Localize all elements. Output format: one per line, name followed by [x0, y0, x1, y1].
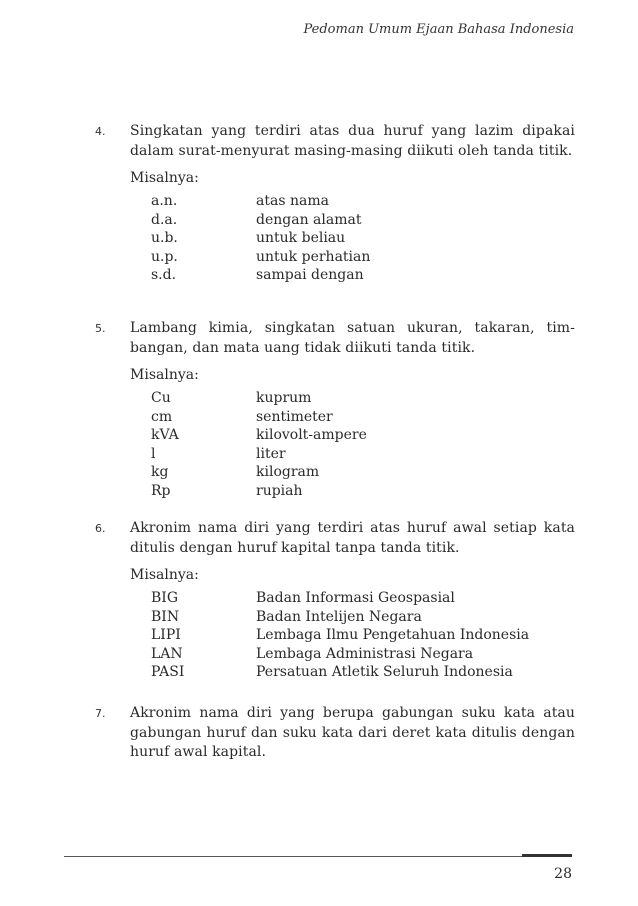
abbr: kg [151, 464, 169, 481]
meaning: atas nama [256, 193, 329, 209]
list-item-7 [95, 704, 575, 763]
example-label: Misalnya: [130, 567, 199, 583]
list-item-5 [95, 319, 575, 501]
example-row [151, 626, 575, 645]
footer-rule [64, 856, 572, 857]
abbr: BIG [151, 590, 179, 606]
example-row [151, 463, 575, 482]
abbr: PASI [151, 664, 185, 681]
example-row [151, 663, 575, 682]
example-table [151, 389, 575, 501]
list-item-6 [95, 519, 575, 682]
example-row [151, 408, 575, 427]
example-row [151, 248, 575, 267]
abbr: s.d. [151, 267, 177, 284]
meaning: sentimeter [256, 408, 333, 425]
abbr: a.n. [151, 193, 178, 209]
meaning: kilovolt-ampere [256, 427, 367, 444]
item-number: 6. [95, 522, 106, 535]
meaning: dengan alamat [256, 211, 362, 228]
example-row [151, 192, 575, 211]
meaning: kilogram [256, 464, 320, 481]
meaning: Badan Intelijen Negara [256, 608, 422, 625]
example-table [151, 589, 575, 682]
abbr: kVA [151, 427, 179, 444]
meaning: Lembaga Ilmu Pengetahuan Indonesia [256, 627, 530, 644]
abbr: d.a. [151, 211, 178, 228]
footer-rule-accent [522, 854, 572, 857]
item-number: 5. [95, 322, 106, 335]
item-number: 4. [95, 125, 106, 138]
meaning: Badan Informasi Geospasial [256, 590, 455, 606]
example-row [151, 645, 575, 664]
item-text: Singkatan yang terdiri atas dua huruf yang lazim dipakai dalam surat-menyurat masing-masing diikuti oleh tanda titik. [130, 123, 575, 159]
example-row [151, 445, 575, 464]
abbr: LIPI [151, 627, 181, 644]
list-item-4 [95, 122, 575, 285]
meaning: untuk perhatian [256, 248, 371, 265]
meaning: Lembaga Administrasi Negara [256, 645, 474, 662]
abbr: u.p. [151, 248, 178, 265]
example-row [151, 266, 575, 285]
meaning: Persatuan Atletik Seluruh Indonesia [256, 664, 513, 681]
abbr: cm [151, 408, 173, 425]
meaning: untuk beliau [256, 230, 346, 247]
page-number: 28 [554, 866, 572, 882]
example-row [151, 211, 575, 230]
abbr: l [151, 445, 156, 462]
abbr: LAN [151, 645, 183, 662]
item-text: Akronim nama diri yang berupa gabungan suku kata atau gabungan huruf dan suku kata dari deret kata ditulis dengan huruf awal kapital. [130, 705, 575, 760]
example-row [151, 608, 575, 627]
example-row [151, 229, 575, 248]
example-row [151, 426, 575, 445]
abbr: Rp [151, 482, 171, 499]
example-table [151, 192, 575, 285]
example-label: Misalnya: [130, 367, 199, 383]
abbr: Cu [151, 390, 171, 406]
item-number: 7. [95, 707, 106, 720]
example-label: Misalnya: [130, 170, 199, 186]
meaning: rupiah [256, 482, 303, 499]
example-row [151, 389, 575, 408]
item-text: Lambang kimia, singkatan satuan ukuran, takaran, tim-bangan, dan mata uang tidak diikuti tanda titik. [130, 320, 575, 356]
item-text: Akronim nama diri yang terdiri atas huruf awal setiap kata ditulis dengan huruf kapital tanpa tanda titik. [130, 520, 575, 556]
example-row [151, 482, 575, 501]
example-row [151, 589, 575, 608]
abbr: BIN [151, 608, 180, 625]
meaning: kuprum [256, 390, 312, 406]
meaning: liter [256, 445, 286, 462]
meaning: sampai dengan [256, 267, 364, 284]
abbr: u.b. [151, 230, 178, 247]
running-header: Pedoman Umum Ejaan Bahasa Indonesia [303, 22, 574, 37]
